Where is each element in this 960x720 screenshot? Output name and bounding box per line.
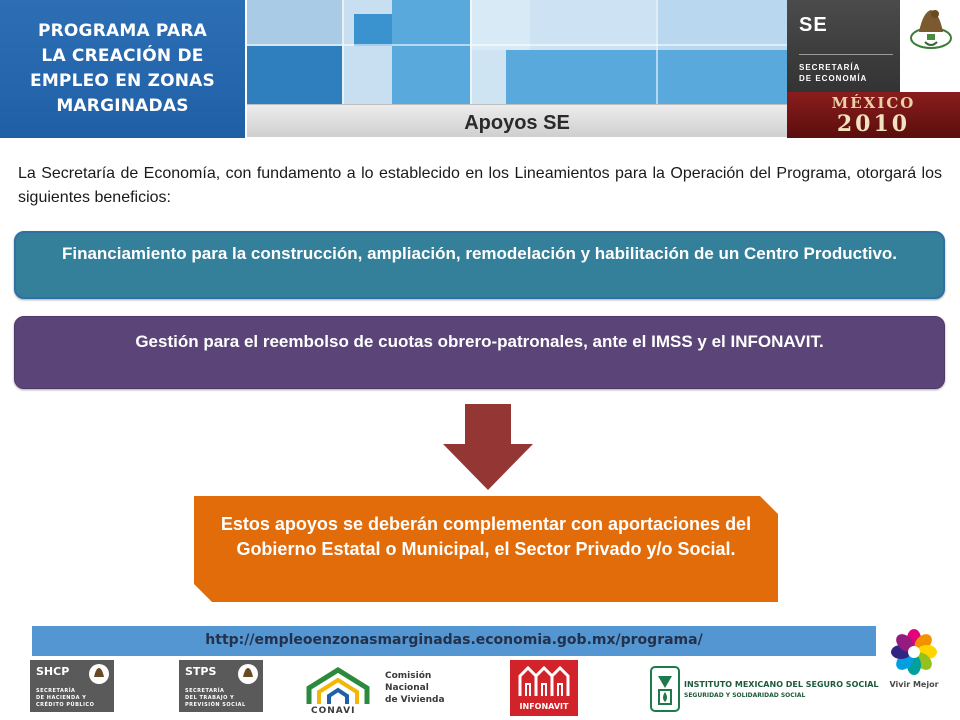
- benefit-reimbursement-box: Gestión para el reembolso de cuotas obrero-patronales, ante el IMSS y el INFONAVIT.: [14, 316, 945, 389]
- infonavit-figures-icon: [518, 666, 570, 698]
- benefit-financing-box: Financiamiento para la construcción, ampliación, remodelación y habilitación de un Centro Productivo.: [14, 231, 945, 299]
- coat-of-arms-icon: [905, 2, 957, 52]
- se-logo-abbr: SE: [799, 14, 828, 36]
- se-logo-divider: [799, 54, 893, 55]
- header: [0, 0, 960, 138]
- down-arrow-icon: [443, 404, 533, 490]
- conavi-house-icon: [305, 666, 371, 706]
- header-mosaic-decoration: [247, 0, 787, 104]
- conavi-logo-abbr: CONAVI: [311, 706, 356, 716]
- shcp-logo-subtitle: SECRETARÍA DE HACIENDA Y CRÉDITO PÚBLICO: [36, 688, 95, 708]
- shcp-eagle-icon: [88, 663, 110, 685]
- page-title: Apoyos SE: [464, 112, 570, 134]
- intro-paragraph: La Secretaría de Economía, con fundamento a lo establecido en los Lineamientos para la Operación del Programa, otorgará los siguientes beneficios:: [18, 165, 942, 206]
- shcp-logo-abbr: SHCP: [36, 665, 70, 678]
- se-logo: [787, 0, 900, 92]
- mexico-2010-line2: 2010: [836, 111, 911, 137]
- stps-logo-abbr: STPS: [185, 665, 217, 678]
- imss-logo: [650, 666, 879, 714]
- mexico-2010-line1: MÉXICO: [831, 94, 916, 112]
- program-title: PROGRAMA PARA LA CREACIÓN DE EMPLEO EN ZONAS MARGINADAS: [30, 21, 215, 116]
- stps-eagle-icon: [237, 663, 259, 685]
- vivir-mejor-flower-icon: [890, 628, 938, 676]
- conavi-logo-name: Comisión Nacional de Vivienda: [385, 671, 445, 705]
- stps-logo-subtitle: SECRETARÍA DEL TRABAJO Y PREVISIÓN SOCIAL: [185, 688, 246, 708]
- imss-logo-motto: SEGURIDAD Y SOLIDARIDAD SOCIAL: [684, 692, 806, 699]
- infonavit-logo-abbr: INFONAVIT: [519, 702, 569, 711]
- shcp-logo: [30, 660, 114, 712]
- se-logo-subtitle: SECRETARÍA DE ECONOMÍA: [799, 63, 868, 83]
- imss-emblem-icon: [650, 666, 680, 712]
- page-title-bar: [247, 104, 787, 137]
- vivir-mejor-logo: [886, 628, 942, 692]
- conavi-logo: [305, 664, 465, 718]
- mexico-2010-logo: [787, 92, 960, 138]
- program-url-link[interactable]: http://empleoenzonasmarginadas.economia.gob.mx/programa/: [205, 632, 703, 648]
- note-text: Estos apoyos se deberán complementar con aportaciones del Gobierno Estatal o Municipal, el Sector Privado y/o Social.: [220, 514, 752, 559]
- url-bar: [32, 626, 876, 656]
- program-title-box: [0, 0, 245, 138]
- infonavit-logo: [510, 660, 578, 716]
- stps-logo: [179, 660, 263, 712]
- se-panel: [787, 0, 960, 138]
- imss-logo-name: INSTITUTO MEXICANO DEL SEGURO SOCIAL: [684, 680, 879, 689]
- vivir-mejor-label: Vivir Mejor: [889, 680, 939, 689]
